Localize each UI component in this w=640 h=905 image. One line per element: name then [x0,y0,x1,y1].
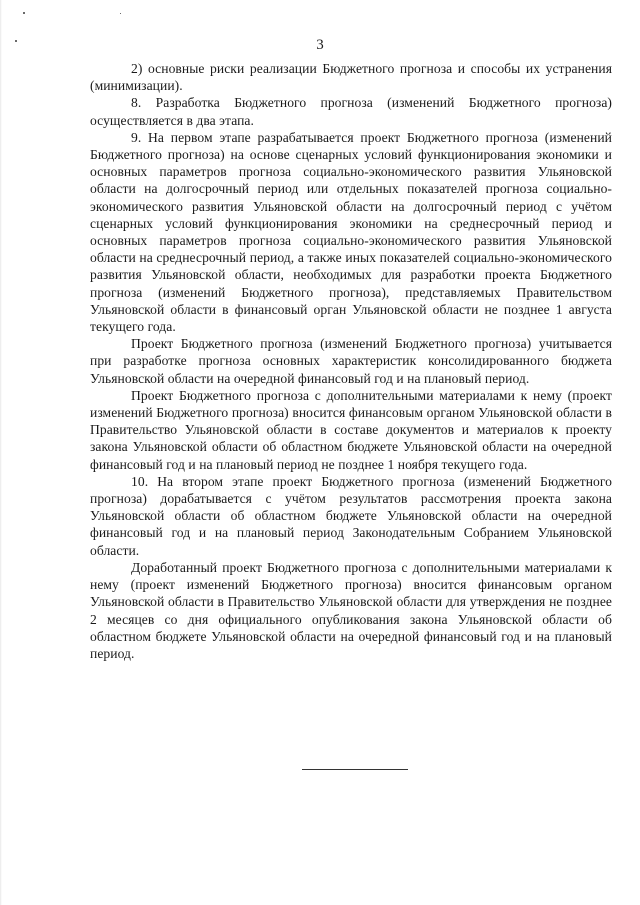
page-number: 3 [316,37,324,53]
scan-speck [120,13,121,14]
paragraph-clause-9: 9. На первом этапе разрабатывается проект Бюджетного прогноза (изменений Бюджетного прогноза) на основе сценарных условий функционирования экономики и основных параметров прогноза социально-экономического развития Ульяновской области на долгосрочный период или отдельных показателей прогноза социально-экономического развития Ульяновской области на долгосрочный период с учётом сценарных условий функционирования экономики на среднесрочный период и основных параметров прогноза социально-экономического развития Ульяновской области на среднесрочный период, а также иных показателей социально-экономического развития Ульяновской области, необходимых для разработки проекта Бюджетного прогноза (изменений Бюджетного прогноза), представляемых Правительством Ульяновской области в финансовый орган Ульяновской области не позднее 1 августа текущего года. [90,129,612,335]
paragraph-final-submission: Доработанный проект Бюджетного прогноза с дополнительными материалами к нему (проект изменений Бюджетного прогноза) вносится финансовым органом Ульяновской области в Правительство Ульяновской области для утверждения не позднее 2 месяцев со дня официального опубликования закона Ульяновской области об областном бюджете Ульяновской области на очередной финансовый год и на плановый период. [90,559,612,661]
paragraph-item-2-risks: 2) основные риски реализации Бюджетного прогноза и способы их устранения (минимизации). [90,61,612,94]
scan-edge-shadow [0,0,2,905]
paragraph-clause-10: 10. На втором этапе проект Бюджетного прогноза (изменений Бюджетного прогноза) дорабатывается с учётом результатов рассмотрения проекта закона Ульяновской области об областном бюджете Ульяновской области на очередной финансовый год и на плановый период Законодательным Собранием Ульяновской области. [90,473,612,558]
paragraph-clause-8: 8. Разработка Бюджетного прогноза (изменений Бюджетного прогноза) осуществляется в два этапа. [90,95,612,128]
end-of-text-rule [302,769,408,770]
scan-speck [23,12,25,14]
paragraph-forecast-consideration: Проект Бюджетного прогноза (изменений Бюджетного прогноза) учитывается при разработке прогноза основных характеристик консолидированного бюджета Ульяновской области на очередной финансовый год и на плановый период. [90,336,612,386]
paragraph-forecast-submission: Проект Бюджетного прогноза с дополнительными материалами к нему (проект изменений Бюджетного прогноза) вносится финансовым органом Ульяновской области в Правительство Ульяновской области в составе документов и материалов к проекту закона Ульяновской области об областном бюджете Ульяновской области на очередной финансовый год и на плановый период не позднее 1 ноября текущего года. [90,387,612,472]
document-body [90,60,612,662]
